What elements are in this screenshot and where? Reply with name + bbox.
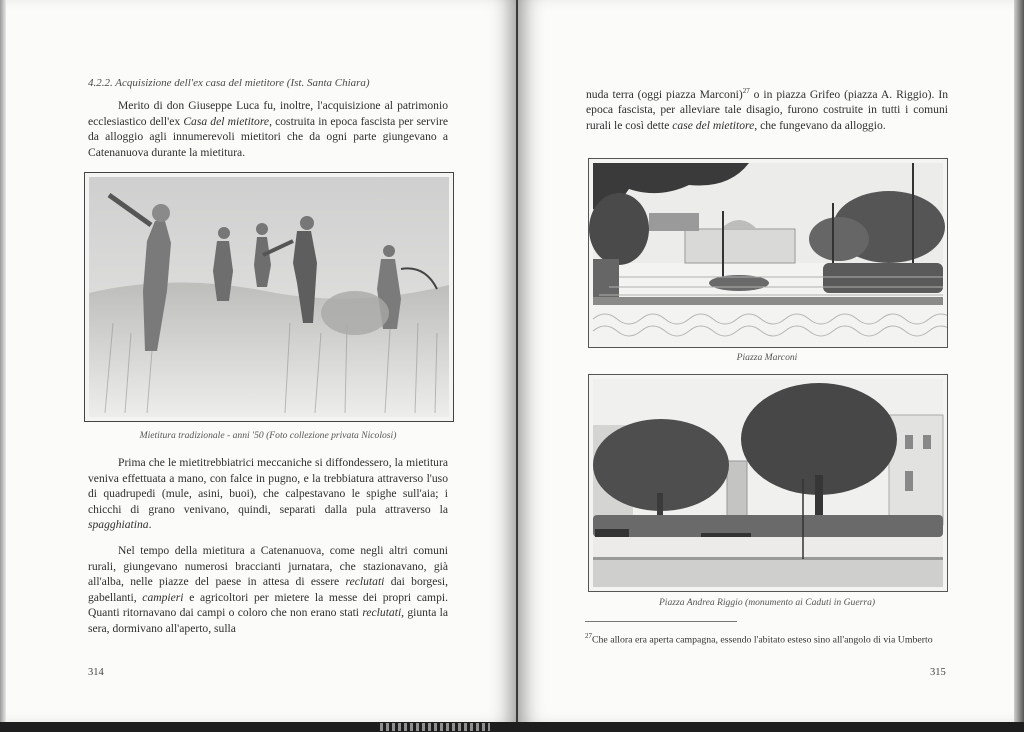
harvest-paragraph: Prima che le mietitrebbiatrici meccaniche si diffondessero, la mietitura veniva effettuata a mano, con falce in pugno, e la trebbiatura attraverso l'uso di quadrupedi (mule, asini, buoi), che calpestavano le spighe sull'aia; i chicchi di grano venivano, quindi, separati dalla pula attraverso la spagghiatina. [88,456,448,532]
piazza-riggio-caption: Piazza Andrea Riggio (monumento ai Caduti in Guerra) [658,597,876,608]
intro-paragraph: Merito di don Giuseppe Luca fu, inoltre, l'acquisizione al patrimonio ecclesiastico dell'ex Casa del mietitore, costruita in epoca fascista per servire da alloggio agli innumerevoli mietitori che da ogni parte giungevano a Catenanuova durante la mietitura. [88,99,448,159]
harvest-photo-caption: Mietitura tradizionale - anni '50 (Foto collezione privata Nicolosi) [139,430,397,441]
footnote-rule [585,621,737,622]
piazza-marconi-caption: Piazza Marconi [736,352,798,363]
left-page [0,0,516,722]
piazza-riggio-image [589,375,947,591]
footnote: $^{27}$Che allora era aperta campagna, essendo l'abitato esteso sino all'angolo di via Umberto [585,632,933,646]
harvest-photo [84,172,454,422]
scan-gutter-marks [380,723,490,731]
scan-bottom-edge [0,722,1024,732]
piazza-marconi-photo [588,158,948,348]
piazza-marconi-image [589,159,947,347]
workers-paragraph: Nel tempo della mietitura a Catenanuova, come negli altri comuni rurali, giungevano numerosi braccianti jurnatara, che stazionavano, già all'alba, nelle piazze del paese in attesa di essere reclutati dai borgesi, gabellanti, campieri e agricoltori per mietere la messe dei propri campi. Quanti ritornavano dai campi o coloro che non erano stati reclutati, giunta la sera, dormivano all'aperto, sulla [88,544,449,635]
page-edge-right [1014,0,1024,722]
page-number-left: 314 [88,667,104,678]
harvest-photo-image [85,173,453,421]
continuation-paragraph: nuda terra (oggi piazza Marconi)$^{27}$ o in piazza Grifeo (piazza A. Riggio). In epoca fascista, per alleviare tale disagio, furono costruite in tutti i comuni rurali le così dette case del mietitore, che fungevano da alloggio. [586,87,948,133]
page-edge-left [0,0,6,722]
piazza-riggio-photo [588,374,948,592]
page-number-right: 315 [930,667,946,678]
section-heading: 4.2.2. Acquisizione dell'ex casa del mietitore (Ist. Santa Chiara) [88,77,370,89]
